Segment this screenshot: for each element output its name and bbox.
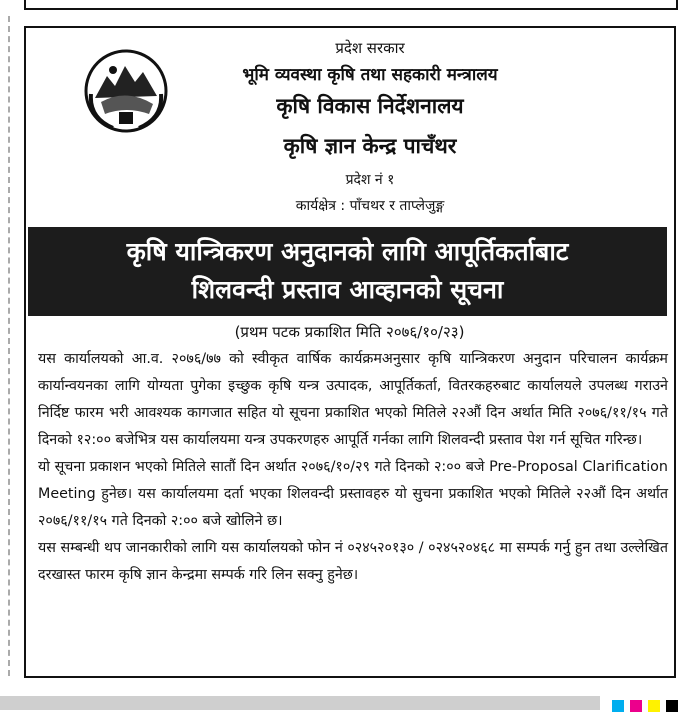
- notice-body: [38, 346, 668, 589]
- banner-line-1: कृषि यान्त्रिकरण अनुदानको लागि आपूर्तिकर्ताबाट: [126, 237, 569, 266]
- column-divider: [8, 16, 10, 676]
- banner-line-2: शिलवन्दी प्रस्ताव आव्हानको सूचना: [191, 275, 504, 304]
- govt-heading: प्रदेश सरकार: [335, 39, 405, 57]
- print-registration-bar: [0, 696, 600, 710]
- magenta-swatch: [630, 700, 642, 712]
- nepal-emblem-icon: [83, 48, 169, 134]
- paragraph-3: यस सम्बन्धी थप जानकारीको लागि यस कार्यालयको फोन नं ०२४५२०१३० / ०२४५२०४६८ मा सम्पर्क गर्नु हुन तथा उल्लेखित दरखास्त फारम कृषि ज्ञान केन्द्रमा सम्पर्क गरि लिन सक्नु हुनेछ।: [38, 540, 668, 583]
- paragraph-2: यो सूचना प्रकाशन भएको मितिले सातौं दिन अर्थात २०७६/१०/२९ गते दिनको २:०० बजे Pre-Proposal Clarification Meeting हुनेछ। यस कार्यालयमा दर्ता भएका शिलवन्दी प्रस्तावहरु यो सुचना प्रकाशित भएको मितिले २२औं दिन अर्थात २०७६/११/१५ गते दिनको २:०० बजे खोलिने छ।: [38, 459, 668, 529]
- work-area-label: कार्यक्षेत्र : पाँचथर र ताप्लेजुङ्ग: [295, 198, 445, 214]
- province-label: प्रदेश नं १: [345, 172, 395, 188]
- directorate-heading: कृषि विकास निर्देशनालय: [276, 94, 464, 118]
- ministry-heading: भूमि व्यवस्था कृषि तथा सहकारी मन्त्रालय: [242, 65, 498, 85]
- paragraph-1: यस कार्यालयको आ.व. २०७६/७७ को स्वीकृत वार्षिक कार्यक्रमअनुसार कृषि यान्त्रिकरण अनुदान परिचालन कार्यक्रम कार्यान्वयनका लागि योग्यता पुगेका इच्छुक कृषि यन्त्र उत्पादक, आपूर्तिकर्ता, वितरकहरुबाट कार्यालयले उपलब्ध गराउने निर्दिष्ट फारम भरी आवश्यक कागजात सहित यो सूचना प्रकाशित भएको मितिले २२औं दिन अर्थात मिति २०७६/११/१५ गते दिनको १२:०० बजेभित्र यस कार्यालयमा यन्त्र उपकरणहरु आपूर्ति गर्नका लागि शिलवन्दी प्रस्ताव पेश गर्न सूचित गरिन्छ।: [38, 351, 668, 448]
- center-heading: कृषि ज्ञान केन्द्र पाचँथर: [283, 134, 457, 158]
- cyan-swatch: [612, 700, 624, 712]
- black-swatch: [666, 700, 678, 712]
- publication-date: (प्रथम पटक प्रकाशित मिति २०७६/१०/२३): [234, 323, 465, 341]
- yellow-swatch: [648, 700, 660, 712]
- color-swatches: [612, 697, 684, 716]
- notice-title-banner: [28, 227, 667, 316]
- previous-notice-border: [24, 0, 678, 10]
